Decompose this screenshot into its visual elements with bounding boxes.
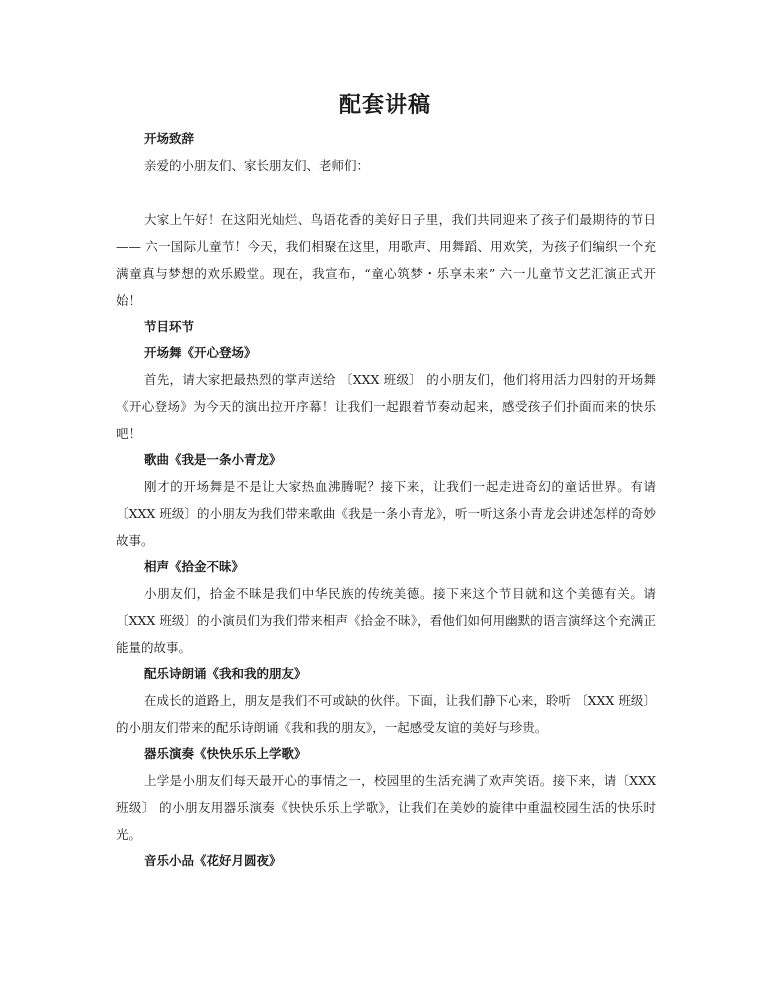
program-body: 上学是小朋友们每天最开心的事情之一，校园里的生活充满了欢声笑语。接下来，请〔XXX 班级〕 的小朋友用器乐演奏《快快乐乐上学歌》，让我们在美妙的旋律中重温校园生活的快乐时光。 bbox=[116, 773, 656, 842]
program-heading: 器乐演奏《快快乐乐上学歌》 bbox=[144, 746, 307, 761]
opening-body: 大家上午好！在这阳光灿烂、鸟语花香的美好日子里，我们共同迎来了孩子们最期待的节日 —— 六一国际儿童节！今天，我们相聚在这里，用歌声、用舞蹈、用欢笑，为孩子们编织一个充满童真与梦想的欢乐殿堂。现在，我宣布，“童心筑梦・乐享未来” 六一儿童节文艺汇演正式开始！ bbox=[116, 212, 656, 308]
document-body bbox=[116, 126, 656, 874]
section-heading-programs: 节目环节 bbox=[144, 319, 195, 334]
opening-greeting: 亲爱的小朋友们、家长朋友们、老师们： bbox=[144, 158, 370, 173]
program-body: 首先，请大家把最热烈的掌声送给 〔XXX 班级〕 的小朋友们，他们将用活力四射的开场舞《开心登场》为今天的演出拉开序幕！让我们一起跟着节奏动起来，感受孩子们扑面而来的快乐吧！ bbox=[116, 372, 656, 441]
program-heading: 开场舞《开心登场》 bbox=[144, 345, 257, 360]
program-body: 小朋友们，拾金不昧是我们中华民族的传统美德。接下来这个节目就和这个美德有关。请〔XXX 班级〕的小演员们为我们带来相声《拾金不昧》，看他们如何用幽默的语言演绎这个充满正能量的故事。 bbox=[116, 586, 656, 655]
program-body: 在成长的道路上，朋友是我们不可或缺的伙伴。下面，让我们静下心来，聆听 〔XXX 班级〕的小朋友们带来的配乐诗朗诵《我和我的朋友》，一起感受友谊的美好与珍贵。 bbox=[116, 693, 656, 735]
program-heading: 歌曲《我是一条小青龙》 bbox=[144, 452, 282, 467]
page-title: 配套讲稿 bbox=[338, 92, 431, 118]
program-heading: 音乐小品《花好月圆夜》 bbox=[144, 853, 282, 868]
program-heading: 相声《拾金不昧》 bbox=[144, 559, 245, 574]
section-heading-opening: 开场致辞 bbox=[144, 131, 195, 146]
blank-line bbox=[116, 179, 656, 206]
program-heading: 配乐诗朗诵《我和我的朋友》 bbox=[144, 666, 307, 681]
program-body: 刚才的开场舞是不是让大家热血沸腾呢？接下来，让我们一起走进奇幻的童话世界。有请〔XXX 班级〕的小朋友为我们带来歌曲《我是一条小青龙》，听一听这条小青龙会讲述怎样的奇妙故事。 bbox=[116, 479, 656, 548]
